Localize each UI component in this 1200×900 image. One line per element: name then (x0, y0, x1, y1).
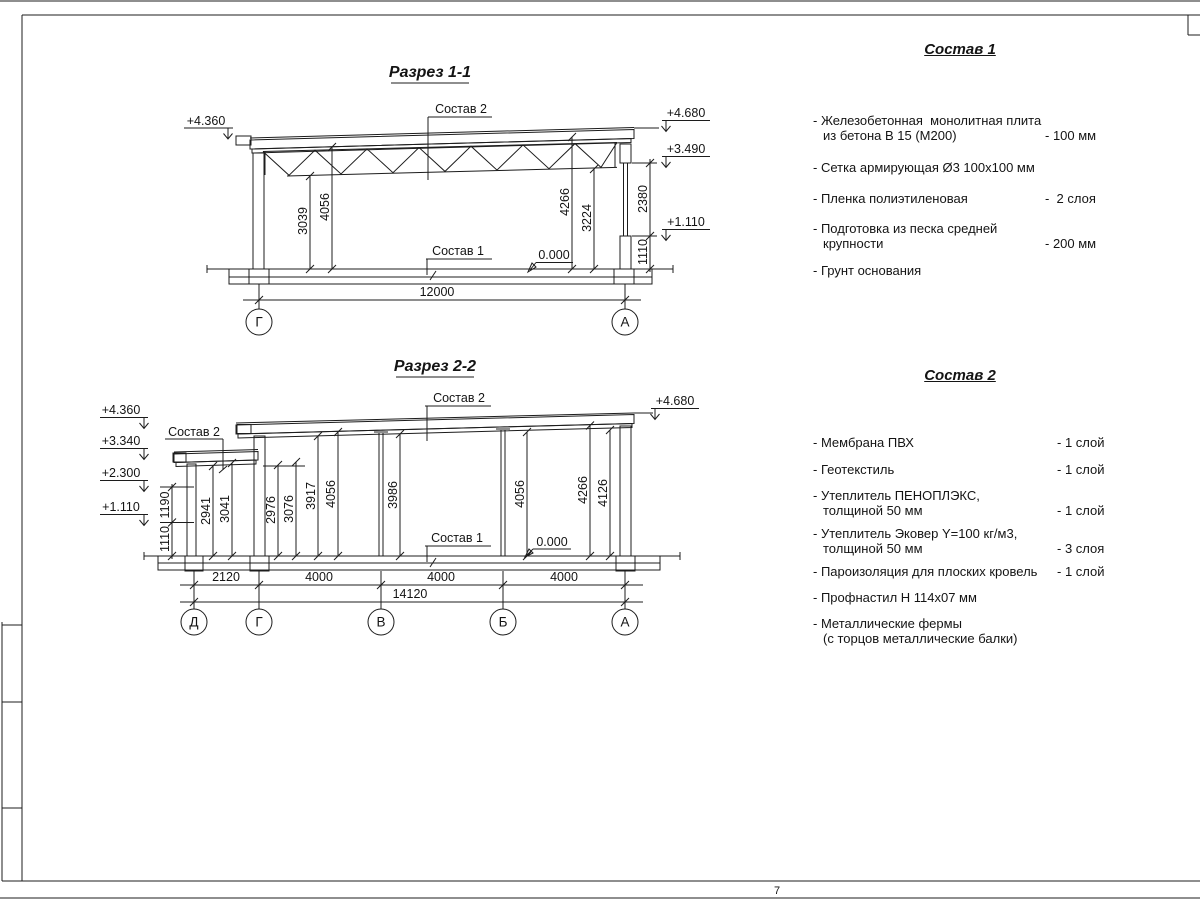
section-1-1 (184, 64, 710, 335)
list-item-value: - 1 слой (1057, 462, 1105, 477)
wall-g (254, 436, 265, 556)
elev-4680: +4.680 (666, 106, 706, 120)
zero-level-2: 0.000 (536, 535, 568, 549)
dim2-4056a: 4056 (324, 480, 338, 508)
sostav1-label-2: Состав 1 (431, 531, 483, 545)
sostav1-label: Состав 1 (432, 244, 484, 258)
dim-3224: 3224 (580, 204, 594, 232)
zero-level: 0.000 (538, 248, 570, 262)
list-item: - Утеплитель Эковер Y=100 кг/м3, (813, 526, 1018, 541)
list-item-value: - 1 слой (1057, 435, 1105, 450)
dim2-1110: 1110 (158, 526, 172, 552)
elev-3490: +3.490 (666, 142, 706, 156)
list-item: - Мембрана ПВХ (813, 435, 914, 450)
elev2-4680: +4.680 (655, 394, 695, 408)
list-item: - Подготовка из песка средней (813, 221, 998, 236)
elev2-4360: +4.360 (101, 403, 141, 417)
dim2-4000c: 4000 (550, 570, 578, 584)
roof-fascia (236, 136, 251, 145)
sostav2-label: Состав 2 (435, 102, 487, 116)
dim2-14120: 14120 (392, 587, 428, 601)
dim2-3986: 3986 (386, 481, 400, 509)
list-item-cont: толщиной 50 мм (823, 541, 923, 556)
sostav1-list (790, 36, 1135, 336)
list-item: - Пленка полиэтиленовая (813, 191, 968, 206)
floor-slab (207, 265, 673, 284)
dim2-4126: 4126 (596, 479, 610, 507)
axis2-bubble-v: В (376, 614, 386, 630)
sostav2-list-title: Состав 2 (924, 367, 996, 384)
list-item-cont: крупности (823, 236, 884, 251)
dim2-2941: 2941 (199, 497, 213, 525)
list-item-value: - 100 мм (1045, 128, 1097, 143)
list-item-value: - 1 слой (1057, 564, 1105, 579)
roof-fascia-main (237, 425, 251, 434)
list-item-value: - 200 мм (1045, 236, 1097, 251)
list-item-cont: из бетона В 15 (М200) (823, 128, 957, 143)
section-2-2 (100, 358, 699, 635)
dim2-2976: 2976 (264, 496, 278, 524)
list-item-cont: толщиной 50 мм (823, 503, 923, 518)
list-item: - Металлические фермы (813, 616, 962, 631)
wall-right-top (620, 144, 631, 163)
sostav2-top-label: Состав 2 (433, 391, 485, 405)
dim-3039: 3039 (296, 207, 310, 235)
wall-right-bottom (620, 236, 631, 269)
elev-1110: +1.110 (667, 215, 705, 229)
list-item-value: - 2 слоя (1045, 191, 1096, 206)
dim2-4266: 4266 (576, 476, 590, 504)
list-item-value: - 3 слоя (1057, 541, 1105, 556)
elev-4360: +4.360 (186, 114, 226, 128)
dim-12000: 12000 (419, 285, 455, 299)
elev2-1110: +1.110 (102, 500, 140, 514)
list-item: - Грунт основания (813, 263, 922, 278)
sostav1-list-title: Состав 1 (924, 41, 996, 58)
wall-left (253, 153, 264, 269)
dim-4056: 4056 (318, 193, 332, 221)
page-number: 7 (773, 885, 781, 897)
axis2-bubble-d: Д (189, 614, 199, 630)
list-item: - Утеплитель ПЕНОПЛЭКС, (813, 488, 980, 503)
dim-1110: 1110 (636, 239, 650, 265)
list-item-value: - 1 слой (1057, 503, 1105, 518)
dim2-3041: 3041 (218, 495, 232, 523)
dim2-3076: 3076 (282, 495, 296, 523)
axis2-bubble-g: Г (255, 614, 263, 630)
axis2-bubble-b: Б (498, 614, 508, 630)
list-item-cont: (с торцов металлические балки) (823, 631, 1018, 646)
dim-4266: 4266 (558, 188, 572, 216)
section2-title: Разрез 2-2 (393, 358, 477, 375)
list-item: - Железобетонная монолитная плита (813, 113, 1042, 128)
dim2-1190: 1190 (158, 491, 172, 519)
list-item: - Сетка армирующая Ø3 100х100 мм (813, 160, 1035, 175)
post-b (496, 429, 510, 556)
axis2-bubble-a: А (620, 614, 630, 630)
sostav2-left-label: Состав 2 (168, 425, 220, 439)
dim2-3917: 3917 (304, 482, 318, 510)
list-item: - Профнастил Н 114х07 мм (813, 590, 977, 605)
elev2-3340: +3.340 (101, 434, 141, 448)
axis-bubble-a: А (620, 314, 630, 330)
sostav2-list (790, 362, 1135, 662)
dim2-4000b: 4000 (427, 570, 455, 584)
dim2-4000a: 4000 (305, 570, 333, 584)
wall-d (187, 464, 196, 556)
list-item: - Пароизоляция для плоских кровель (813, 564, 1038, 579)
dim-2380: 2380 (636, 185, 650, 213)
elev2-2300: +2.300 (101, 466, 141, 480)
dim2-2120: 2120 (212, 570, 240, 584)
floor-slab-2 (144, 552, 680, 571)
axis-bubble-g: Г (255, 314, 263, 330)
dim2-4056b: 4056 (513, 480, 527, 508)
list-item: - Геотекстиль (813, 462, 895, 477)
wall-a (620, 426, 631, 556)
section1-title: Разрез 1-1 (388, 64, 472, 81)
